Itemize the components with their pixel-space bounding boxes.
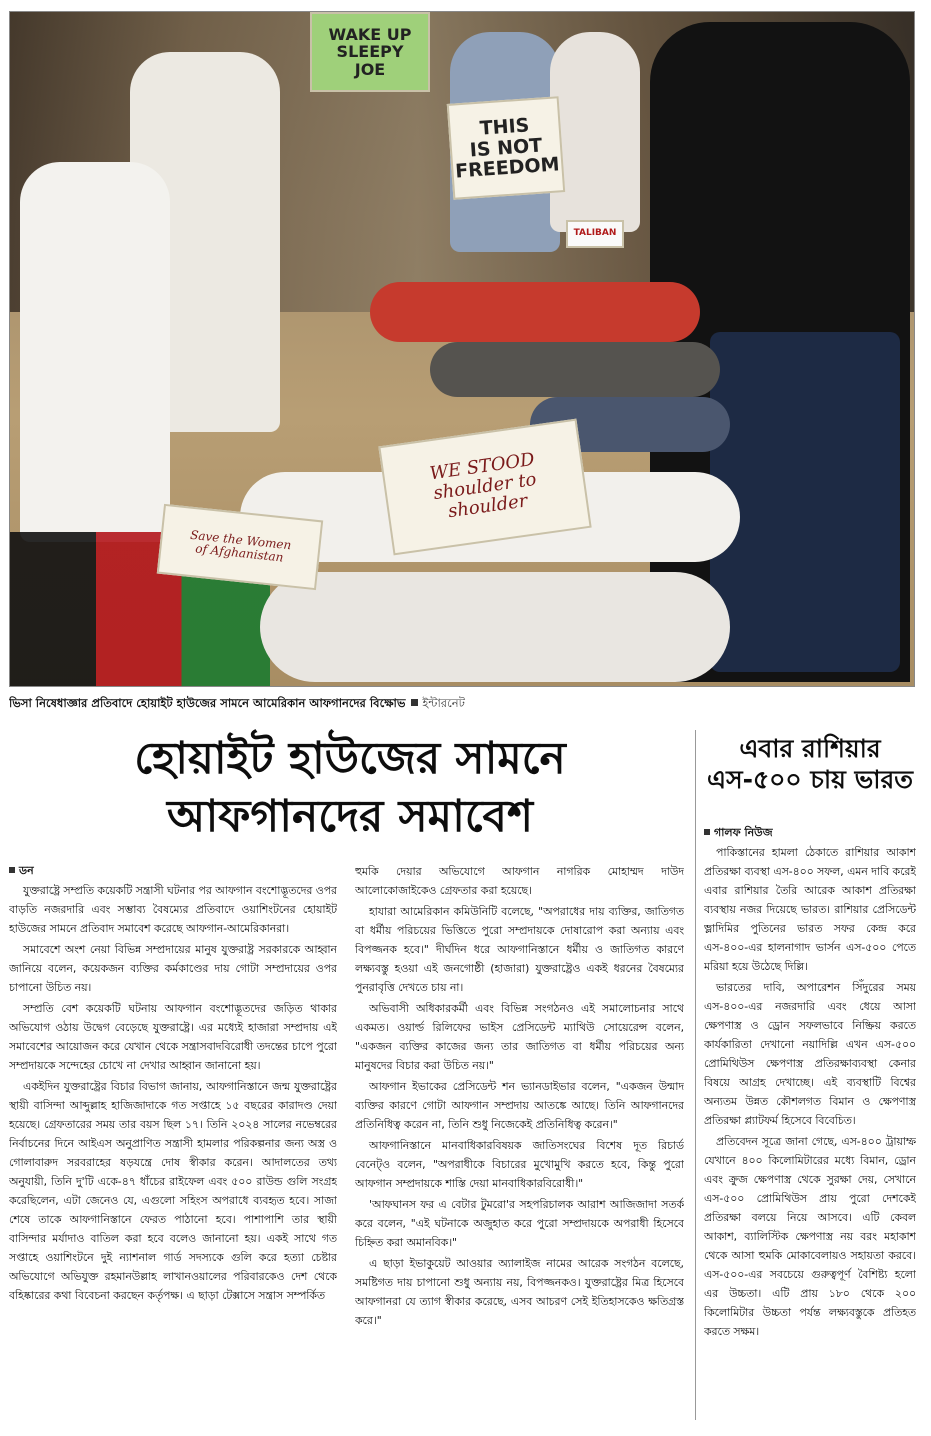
protest-sign: Save the Women of Afghanistan xyxy=(157,504,323,590)
protest-sign: TALIBAN xyxy=(566,220,624,248)
byline-square-icon xyxy=(9,867,15,873)
paragraph: যুক্তরাষ্ট্রে সম্প্রতি কয়েকটি সন্ত্রাসী ঘটনার পর আফগান বংশোদ্ভূতদের ওপর বাড়তি নজরদারি এবং সম্ভাব্য বৈষম্যের প্রতিবাদে ওয়াশিংটনের হোয়াইট হাউজের সামনে প্রতিবাদ সমাবেশ করেছে আফগান-আমেরিকানরা। xyxy=(9,884,337,935)
side-byline xyxy=(704,824,916,842)
paragraph: প্রতিবেদন সূত্রে জানা গেছে, এস-৪০০ ট্রায়াম্ফ যেখানে ৪০০ কিলোমিটারের মধ্যে বিমান, ড্রোন এবং ক্রুজ ক্ষেপণাস্ত্র থেকে সুরক্ষা দেয়, সেখানে এস-৫০০ প্রোমিথিউস প্রায় পুরো দেশকেই প্রতিরক্ষা বলয়ে নিয়ে আসবে। এটি কেবল আকাশ, ব্যালিস্টিক ক্ষেপণাস্ত্র নয় বরং মহাকাশ থেকে আসা হুমকি মোকাবেলায়ও সহায়তা করবে। এস-৫০০-এর সবচেয়ে গুরুত্বপূর্ণ বৈশিষ্ট্য হলো এর উচ্চতা। এটি প্রায় ১৮০ থেকে ২০০ কিলোমিটার উচ্চতা পর্যন্ত লক্ষ্যবস্তুকে প্রতিহত করতে সক্ষম। xyxy=(704,1135,916,1338)
side-article xyxy=(704,824,916,1427)
protest-photo xyxy=(9,11,915,687)
paragraph: ভারতের দাবি, অপারেশন সিঁদুরের সময় এস-৪০০-এর নজরদারি এবং ধেয়ে আসা ক্ষেপণাস্ত্র ও ড্রোন সফলভাবে নিষ্ক্রিয় করতে কার্যকারিতা দেখানো নয়াদিল্লি এখন এস-৫০০ প্রোমিথিউস ক্ষেপণাস্ত্র প্রতিরক্ষাব্যবস্থা কেনার বিষয়ে আগ্রহ দেখাচ্ছে। এই ব্যবস্থাটি বিশ্বের অন্যতম উন্নত কৌশলগত বিমান ও ক্ষেপণাস্ত্র প্রতিরক্ষা প্ল্যাটফর্ম হিসেবে বিবেচিত। xyxy=(704,981,916,1127)
caption-source: ইন্টারনেট xyxy=(422,696,465,710)
photo-caption xyxy=(9,693,915,713)
paragraph: 'আফঘানস ফর এ বেটার টুমরো'র সহপরিচালক আরাশ আজিজাদা সতর্ক করে বলেন, "এই ঘটনাকে অজুহাত করে পুরো সম্প্রদায়কে অপরাধী হিসেবে চিহ্নিত করা অমানবিক।" xyxy=(355,1198,684,1249)
protest-sign: WAKE UP SLEEPY JOE xyxy=(310,12,430,92)
paragraph: আফগান ইভাকের প্রেসিডেন্ট শন ভ্যানডাইভার বলেন, "একজন উন্মাদ ব্যক্তির কারণে গোটা আফগান সম্প্রদায় আতঙ্কে আছে। তিনি আফগানদের প্রতিনিধিত্ব করেন না, তিনি শুধু নিজেকেই প্রতিনিধিত্ব করেন।" xyxy=(355,1080,684,1131)
paragraph: সমাবেশে অংশ নেয়া বিভিন্ন সম্প্রদায়ের মানুষ যুক্তরাষ্ট্র সরকারকে আহ্বান জানিয়ে বলেন, কয়েকজন ব্যক্তির কর্মকাণ্ডের দায় গোটা সম্প্রদায়ের ওপর চাপানো উচিত নয়। xyxy=(9,943,337,994)
article-column-2 xyxy=(355,862,684,1427)
side-headline: এবার রাশিয়ার এস-৫০০ চায় ভারত xyxy=(707,734,913,794)
paragraph: পাকিস্তানের হামলা ঠেকাতে রাশিয়ার আকাশ প্রতিরক্ষা ব্যবস্থা এস-৪০০ সফল, এমন দাবি করেই এবার রাশিয়ার তৈরি আরেক আকাশ প্রতিরক্ষা ব্যবস্থায় নজর দিয়েছে ভারত। রাশিয়ার প্রেসিডেন্ট ভ্লাদিমির পুতিনের ভারত সফর কেন্দ্র করে এস-৪০০-এর হালনাগাদ ভার্সন এস-৫০০ পেতে মরিয়া হয়ে উঠেছে দিল্লি। xyxy=(704,846,916,973)
paragraph: একইদিন যুক্তরাষ্ট্রের বিচার বিভাগ জানায়, আফগানিস্তানে জন্ম যুক্তরাষ্ট্রের স্থায়ী বাসিন্দা আব্দুল্লাহ হাজিজাদাকে গত সপ্তাহে ১৫ বছরের কারাদণ্ড দেয়া হয়েছে। গ্রেফতারের সময় তার বয়স ছিল ১৭। তিনি ২০২৪ সালের নভেম্বরের নির্বাচনের দিনে আইএস অনুপ্রাণিত সন্ত্রাসী হামলার পরিকল্পনার জন্য অস্ত্র ও গোলাবারুদ সরবরাহের ষড়যন্ত্রে দোষ স্বীকার করেন। আদালতের তথ্য অনুযায়ী, তিনি দু'টি একে-৪৭ ধাঁচের রাইফেল এবং ৫০০ রাউন্ড গুলি সংগ্রহ করেছিলেন, এটা জেনেও যে, এগুলো সহিংস অপরাধে ব্যবহৃত হবে। সাজা শেষে তাকে আফগানিস্তানে ফেরত পাঠানো হবে। পাশাপাশি তার স্থায়ী বাসিন্দার মর্যাদাও বাতিল করা হবে বলেও জানানো হয়। একই সাথে গত সপ্তাহে ওয়াশিংটনে দুই ন্যাশনাল গার্ড সদস্যকে গুলি করে হত্যা চেষ্টার অভিযোগে অভিযুক্ত রহমানউল্লাহ লাখানওয়ালের পরিবারকেও দেশ থেকে বহিষ্কারের কথা বিবেচনা করছেন কর্তৃপক্ষ। এ ছাড়া টেক্সাসে সন্ত্রাস সম্পর্কিত xyxy=(9,1080,337,1302)
caption-square-icon xyxy=(411,699,418,706)
paragraph: হাযারা আমেরিকান কমিউনিটি বলেছে, "অপরাধের দায় ব্যক্তির, জাতিগত বা ধর্মীয় পরিচয়ের ভিত্তিতে পুরো সম্প্রদায়কে দোষারোপ করা অন্যায় এবং বিপজ্জনক হবে।" দীর্ঘদিন ধরে আফগানিস্তানে ধর্মীয় ও জাতিগত কারণে লক্ষ্যবস্তু হওয়া এই জনগোষ্ঠী (হাজারা) যুক্তরাষ্ট্রেও একই ধরনের বৈষম্যের পুনরাবৃত্তি দেখতে চায় না। xyxy=(355,905,684,994)
protester-figure xyxy=(550,32,640,232)
lying-protester xyxy=(430,342,720,397)
article-column-1 xyxy=(9,862,337,1427)
paragraph: আফগানিস্তানে মানবাধিকারবিষয়ক জাতিসংঘের বিশেষ দূত রিচার্ড বেনেট্ও বলেন, "অপরাধীকে বিচারের মুখোমুখি করতে হবে, কিন্তু পুরো আফগান সম্প্রদায়কে শাস্তি দেয়া মানবাধিকারবিরোধী।" xyxy=(355,1139,684,1190)
main-headline-line1: হোয়াইট হাউজের সামনে xyxy=(134,733,566,784)
main-headline-line2: আফগানদের সমাবেশ xyxy=(166,791,534,842)
protest-sign: THIS IS NOT FREEDOM xyxy=(447,96,565,200)
paragraph: হুমকি দেয়ার অভিযোগে আফগান নাগরিক মোহাম্মদ দাউদ আলোকোজাইকেও গ্রেফতার করা হয়েছে। xyxy=(355,865,684,897)
byline-square-icon xyxy=(704,829,710,835)
paragraph: অভিবাসী অধিকারকর্মী এবং বিভিন্ন সংগঠনও এই সমালোচনার সাথে একমত। ওয়ার্ল্ড রিলিফের ভাইস প্রেসিডেন্ট ম্যাথিউ সোয়েরেন্স বলেন, "একজন ব্যক্তির কাজের জন্য তার জাতিগত বা ধর্মীয় পরিচয়ের অন্য মানুষদের বিচার করা উচিত নয়।" xyxy=(355,1002,684,1072)
caption-text: ভিসা নিষেধাজ্ঞার প্রতিবাদে হোয়াইট হাউজের সামনে আমেরিকান আফগানদের বিক্ষোভ xyxy=(9,696,406,710)
protester-figure xyxy=(20,162,170,542)
protest-sign: WE STOOD shoulder to shoulder xyxy=(378,419,591,556)
main-headline xyxy=(10,730,690,846)
paragraph: সম্প্রতি বেশ কয়েকটি ঘটনায় আফগান বংশোদ্ভূতদের জড়িত থাকার অভিযোগ ওঠায় উদ্বেগ বেড়েছে যুক্তরাষ্ট্রে। এর মধ্যেই হাজারা সম্প্রদায় এই সমাবেশের আয়োজন করে যেখান থেকে সন্ত্রাসবাদবিরোধী তদন্তের চাপে পুরো সম্প্রদায়কে সন্দেহের চোখে না দেখার আহ্বান জানানো হয়। xyxy=(9,1002,337,1072)
byline-text: ডন xyxy=(19,864,34,877)
protester-figure xyxy=(710,332,900,672)
paragraph: এ ছাড়া ইভাকুয়েট আওয়ার অ্যালাইজ নামের আরেক সংগঠন বলেছে, সমষ্টিগত দায় চাপানো শুধু অন্যায় নয়, বিপজ্জনকও। যুক্তরাষ্ট্রের মিত্র হিসেবে আফগানরা যে ত্যাগ স্বীকার করেছে, এসব আচরণ সেই ইতিহাসকেও ক্ষতিগ্রস্ত করে।" xyxy=(355,1257,684,1327)
column-divider xyxy=(695,730,696,1420)
article-byline xyxy=(9,862,337,880)
side-byline-text: গালফ নিউজ xyxy=(714,826,773,839)
lying-protester xyxy=(370,282,700,342)
lying-protester xyxy=(260,572,730,682)
